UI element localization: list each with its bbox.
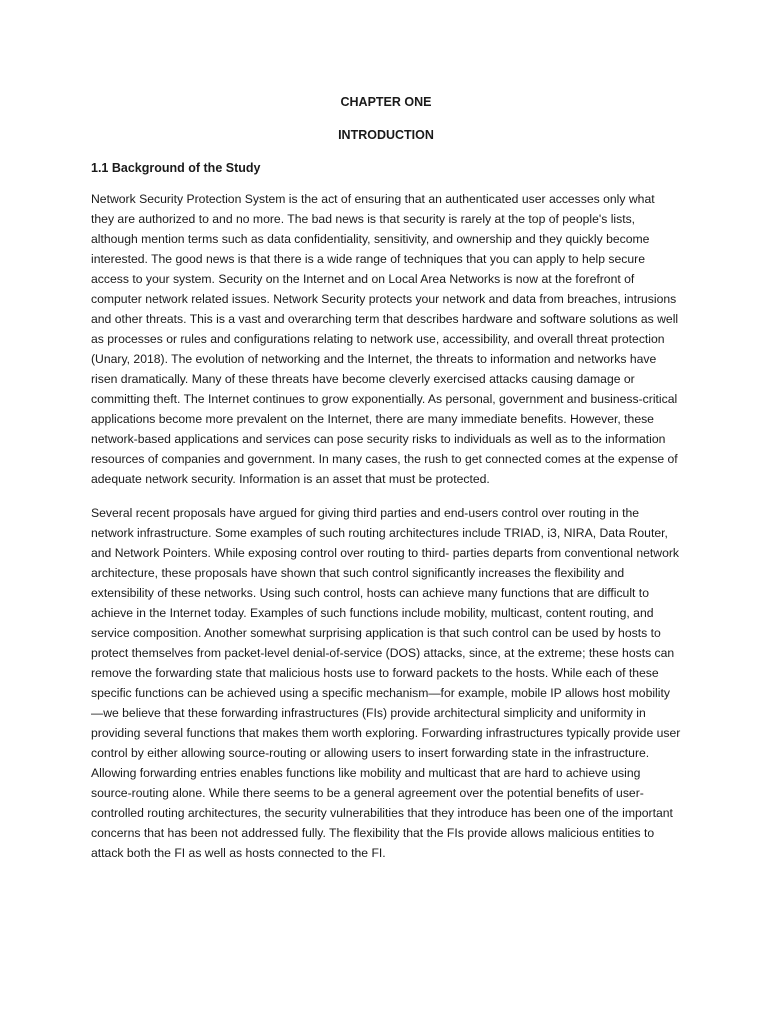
page-content <box>91 93 681 863</box>
body-paragraph-1: Network Security Protection System is the act of ensuring that an authenticated user accesses only what they are authorized to and no more. The bad news is that security is rarely at the top of people's lists, although mention terms such as data confidentiality, sensitivity, and ownership and they quickly become interested. The good news is that there is a wide range of techniques that you can apply to help secure access to your system. Security on the Internet and on Local Area Networks is now at the forefront of computer network related issues. Network Security protects your network and data from breaches, intrusions and other threats. This is a vast and overarching term that describes hardware and software solutions as well as processes or rules and configurations relating to network use, accessibility, and overall threat protection (Unary, 2018). The evolution of networking and the Internet, the threats to information and networks have risen dramatically. Many of these threats have become cleverly exercised attacks causing damage or committing theft. The Internet continues to grow exponentially. As personal, government and business-critical applications become more prevalent on the Internet, there are many immediate benefits. However, these network-based applications and services can pose security risks to individuals as well as to the information resources of companies and government. In many cases, the rush to get connected comes at the expense of adequate network security. Information is an asset that must be protected. <box>91 192 679 486</box>
chapter-title: INTRODUCTION <box>338 128 434 142</box>
chapter-number: CHAPTER ONE <box>340 95 432 109</box>
section-heading: 1.1 Background of the Study <box>91 161 261 175</box>
body-paragraph-2: Several recent proposals have argued for giving third parties and end-users control over routing in the network infrastructure. Some examples of such routing architectures include TRIAD, i3, NIRA, Data Router, and Network Pointers. While exposing control over routing to third- parties departs from conventional network architecture, these proposals have shown that such control significantly increases the flexibility and extensibility of these networks. Using such control, hosts can achieve many functions that are difficult to achieve in the Internet today. Examples of such functions include mobility, multicast, content routing, and service composition. Another somewhat surprising application is that such control can be used by hosts to protect themselves from packet-level denial-of-service (DOS) attacks, since, at the extreme; these hosts can remove the forwarding state that malicious hosts use to forward packets to the hosts. While each of these specific functions can be achieved using a specific mechanism—for example, mobile IP allows host mobility—we believe that these forwarding infrastructures (FIs) provide architectural simplicity and uniformity in providing several functions that makes them worth exploring. Forwarding infrastructures typically provide user control by either allowing source-routing or allowing users to insert forwarding state in the infrastructure. Allowing forwarding entries enables functions like mobility and multicast that are hard to achieve using source-routing alone. While there seems to be a general agreement over the potential benefits of user-controlled routing architectures, the security vulnerabilities that they introduce has been one of the important concerns that has been not addressed fully. The flexibility that the FIs provide allows malicious entities to attack both the FI as well as hosts connected to the FI. <box>91 506 681 860</box>
